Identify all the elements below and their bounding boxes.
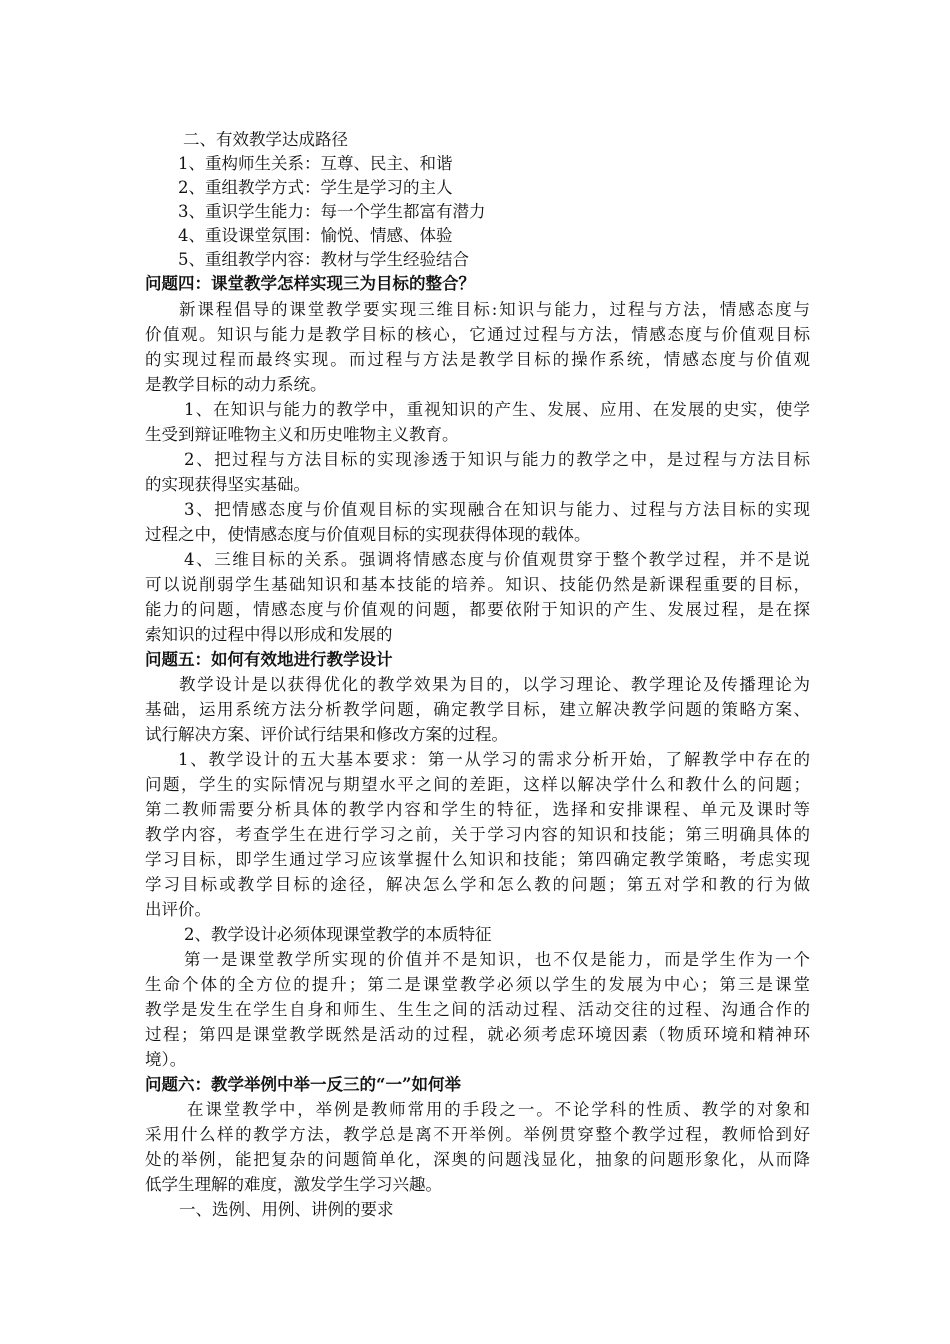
- list-item: 2、重组教学方式：学生是学习的主人: [178, 178, 453, 197]
- question-heading: 问题五：如何有效地进行教学设计: [145, 650, 393, 669]
- section-heading: 二、有效教学达成路径: [183, 130, 348, 149]
- paragraph-line: 第二教师需要分析具体的教学内容和学生的特征，选择和安排课程、单元及课时等: [145, 800, 810, 819]
- paragraph-line: 低学生理解的难度，激发学生学习兴趣。: [145, 1175, 442, 1194]
- paragraph-line: 采用什么样的教学方法，教学总是离不开举例。举例贯穿整个教学过程，教师恰到好: [145, 1125, 810, 1144]
- paragraph-line: 学习目标或教学目标的途径，解决怎么学和怎么教的问题；第五对学和教的行为做: [145, 875, 810, 894]
- paragraph-line: 的实现获得坚实基础。: [145, 475, 310, 494]
- paragraph-line: 出评价。: [145, 900, 211, 919]
- paragraph-line: 处的举例，能把复杂的问题简单化，深奥的问题浅显化，抽象的问题形象化，从而降: [145, 1150, 810, 1169]
- paragraph-line: 试行解决方案、评价试行结果和修改方案的过程。: [145, 725, 508, 744]
- list-item: 3、重识学生能力：每一个学生都富有潜力: [178, 202, 486, 221]
- paragraph-line: 一、选例、用例、讲例的要求: [179, 1200, 394, 1219]
- paragraph-line: 问题，学生的实际情况与期望水平之间的差距，这样以解决学什么和教什么的问题；: [145, 775, 810, 794]
- paragraph-line: 价值观。知识与能力是教学目标的核心，它通过过程与方法，情感态度与价值观目标: [145, 325, 810, 344]
- paragraph-line: 境）。: [145, 1050, 187, 1069]
- paragraph-line: 教学是发生在学生自身和师生、生生之间的活动过程、活动交往的过程、沟通合作的: [145, 1000, 810, 1019]
- question-heading: 问题四：课堂教学怎样实现三为目标的整合？: [145, 274, 475, 293]
- paragraph-line: 新课程倡导的课堂教学要实现三维目标:知识与能力，过程与方法，情感态度与: [179, 300, 810, 319]
- paragraph-line: 教学设计是以获得优化的教学效果为目的，以学习理论、教学理论及传播理论为: [179, 675, 810, 694]
- paragraph-line: 是教学目标的动力系统。: [145, 375, 327, 394]
- paragraph-line: 的实现过程而最终实现。而过程与方法是教学目标的操作系统，情感态度与价值观: [145, 350, 810, 369]
- paragraph-line: 基础，运用系统方法分析教学问题，确定教学目标，建立解决教学问题的策略方案、: [145, 700, 810, 719]
- paragraph-line: 在课堂教学中，举例是教师常用的手段之一。不论学科的性质、教学的对象和: [187, 1100, 810, 1119]
- paragraph-line: 第一是课堂教学所实现的价值并不是知识，也不仅是能力，而是学生作为一个: [184, 950, 810, 969]
- paragraph-line: 1、在知识与能力的教学中，重视知识的产生、发展、应用、在发展的史实，使学: [184, 400, 810, 419]
- paragraph-line: 3、把情感态度与价值观目标的实现融合在知识与能力、过程与方法目标的实现: [184, 500, 810, 519]
- paragraph-line: 学习目标，即学生通过学习应该掌握什么知识和技能；第四确定教学策略，考虑实现: [145, 850, 810, 869]
- list-item: 4、重设课堂氛围：愉悦、情感、体验: [178, 226, 453, 245]
- paragraph-line: 过程之中，使情感态度与价值观目标的实现获得体现的载体。: [145, 525, 591, 544]
- paragraph-line: 1、教学设计的五大基本要求：第一从学习的需求分析开始，了解教学中存在的: [178, 750, 810, 769]
- paragraph-line: 生受到辩证唯物主义和历史唯物主义教育。: [145, 425, 459, 444]
- question-heading: 问题六：教学举例中举一反三的“一”如何举: [145, 1075, 461, 1094]
- paragraph-line: 2、教学设计必须体现课堂教学的本质特征: [184, 925, 492, 944]
- paragraph-line: 可以说削弱学生基础知识和基本技能的培养。知识、技能仍然是新课程重要的目标，: [145, 575, 810, 594]
- paragraph-line: 过程；第四是课堂教学既然是活动的过程，就必须考虑环境因素（物质环境和精神环: [145, 1025, 810, 1044]
- paragraph-line: 生命个体的全方位的提升；第二是课堂教学必须以学生的发展为中心；第三是课堂: [145, 975, 810, 994]
- list-item: 1、重构师生关系：互尊、民主、和谐: [178, 154, 453, 173]
- paragraph-line: 教学内容，考查学生在进行学习之前，关于学习内容的知识和技能；第三明确具体的: [145, 825, 810, 844]
- list-item: 5、重组教学内容：教材与学生经验结合: [178, 250, 469, 269]
- paragraph-line: 4、三维目标的关系。强调将情感态度与价值观贯穿于整个教学过程，并不是说: [184, 550, 810, 569]
- paragraph-line: 2、把过程与方法目标的实现渗透于知识与能力的教学之中，是过程与方法目标: [184, 450, 810, 469]
- paragraph-line: 能力的问题，情感态度与价值观的问题，都要依附于知识的产生、发展过程，是在探: [145, 600, 810, 619]
- paragraph-line: 索知识的过程中得以形成和发展的: [145, 625, 393, 644]
